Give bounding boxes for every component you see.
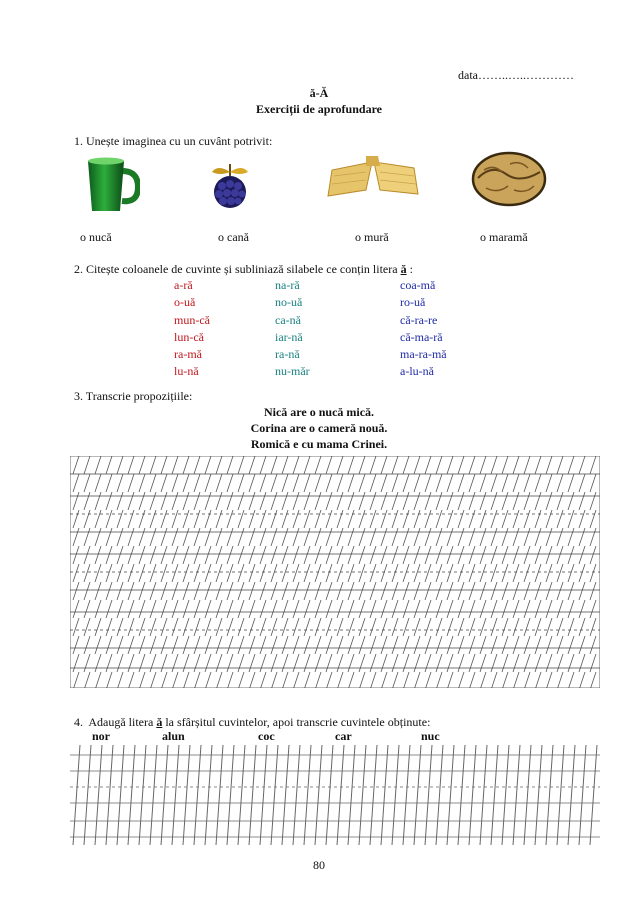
syllable-word: a-lu-nă: [400, 364, 434, 379]
syllable-word: coa-mă: [400, 278, 436, 292]
page-subtitle: Exerciții de aprofundare: [256, 102, 382, 116]
word-to-complete-5: nuc: [421, 729, 440, 743]
walnut-icon: [470, 150, 548, 208]
syllable-word: ro-uă: [400, 295, 426, 310]
syllable-word: no-uă: [275, 295, 303, 310]
word-to-complete-4: car: [335, 729, 352, 743]
syllable-word: că-ma-ră: [400, 329, 443, 344]
word-to-complete-1: nor: [92, 729, 110, 743]
writing-grid-2: [70, 745, 600, 845]
syllable-word: lu-nă: [174, 364, 199, 379]
syllable-word: ma-ra-mă: [400, 347, 447, 362]
syllable-word: o-uă: [174, 295, 196, 310]
sentence-2: Corina are o cameră nouă.: [250, 421, 388, 435]
syllable-word: ra-mă: [174, 347, 202, 362]
scarf-icon: [326, 152, 420, 202]
exercise-1-instruction: 1. Unește imaginea cu un cuvânt potrivit:: [74, 134, 273, 148]
syllable-word: că-ra-re: [400, 312, 438, 327]
word-option-3: o mură: [355, 230, 389, 244]
sentence-1: Nică are o nucă mică.: [263, 405, 375, 419]
word-to-complete-2: alun: [162, 729, 185, 743]
word-to-complete-3: coc: [258, 729, 275, 743]
blackberry-icon: [208, 160, 252, 210]
syllable-word: iar-nă: [275, 329, 303, 344]
exercise-4-text: 4. Adaugă litera ă la sfârșitul cuvintelor, apoi transcrie cuvintele obținute:: [74, 715, 431, 729]
syllable-column-1: [174, 277, 210, 381]
word-option-2: o cană: [218, 230, 249, 244]
syllable-word: na-ră: [275, 278, 300, 292]
letter-title: ă-Ă: [309, 86, 329, 100]
word-option-4: o maramă: [480, 230, 528, 244]
syllable-word: a-ră: [174, 278, 193, 292]
writing-grid-1: [70, 456, 600, 688]
exercise-4-instruction: [74, 715, 430, 730]
exercise-2-instruction: [74, 262, 413, 277]
syllable-column-3: [400, 277, 447, 381]
syllable-word: ra-nă: [275, 347, 300, 362]
syllable-word: mun-că: [174, 312, 210, 327]
syllable-word: lun-că: [174, 329, 204, 344]
syllable-word: nu-măr: [275, 364, 310, 379]
syllable-word: ca-nă: [275, 312, 301, 327]
syllable-column-2: [275, 277, 310, 381]
exercise-3-instruction: 3. Transcrie propozițiile:: [74, 389, 193, 403]
word-option-1: o nucă: [80, 230, 112, 244]
sentence-3: Romică e cu mama Crinei.: [250, 437, 388, 451]
cup-icon: [84, 155, 140, 213]
date-field: data……..…..…………: [458, 68, 574, 82]
exercise-2-text: 2. Citește coloanele de cuvinte și subliniază silabele ce conțin litera ă :: [74, 262, 413, 276]
page-number: 80: [313, 858, 325, 872]
